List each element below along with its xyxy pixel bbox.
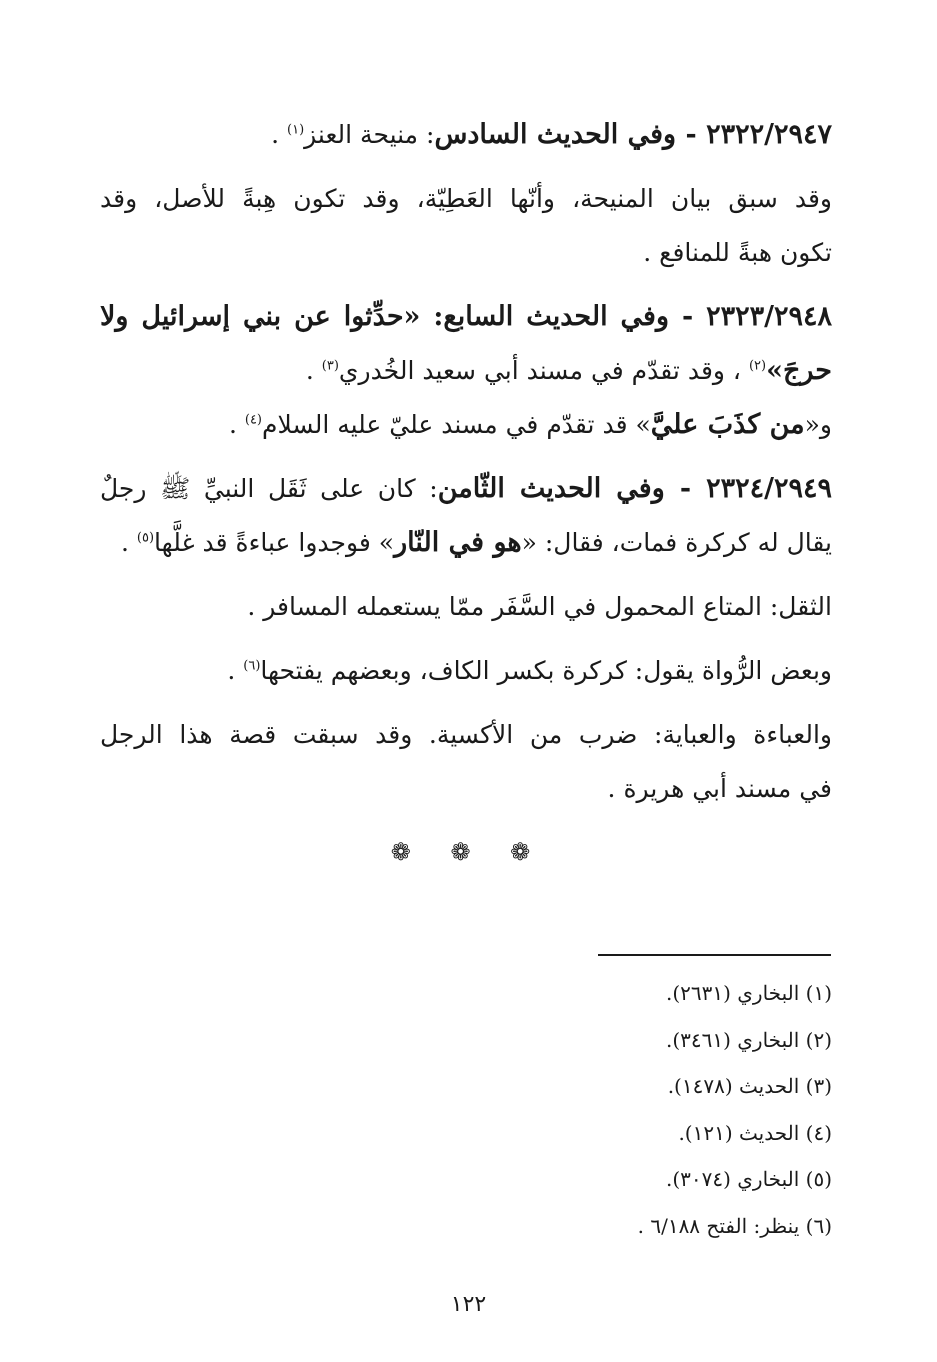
footnote-divider xyxy=(598,954,831,956)
entry-intro: وفي الحديث الثّامن xyxy=(437,473,665,504)
entry-2323-cont xyxy=(100,344,832,398)
explanation-line: الثقل: المتاع المحمول في السَّفَر ممّا يستعمله المسافر . xyxy=(247,592,832,621)
entry-quote-end: حرجَ» xyxy=(766,355,832,386)
entry-2323-line xyxy=(100,290,832,344)
footnote-item: (٣) الحديث (١٤٧٨). xyxy=(667,1074,832,1098)
footnote-item: (٤) الحديث (١٢١). xyxy=(678,1120,832,1145)
entry-text: ، وقد تقدّم في مسند أبي سعيد الخُدري xyxy=(338,356,749,385)
entry-2324-cont xyxy=(100,516,832,570)
footnote-ref: (٢) xyxy=(748,358,767,374)
entry-end: . xyxy=(227,656,244,685)
explanation-line: في مسند أبي هريرة . xyxy=(607,774,832,803)
quote-open: و« xyxy=(804,410,832,439)
entry-text: : منيحة العنز xyxy=(304,120,435,149)
entry-number: ٢٣٢٢/٢٩٤٧ - xyxy=(676,119,832,150)
section-ornament: ❁ ❁ ❁ xyxy=(390,838,547,866)
explanation-line xyxy=(100,644,832,698)
footnote-item: (٦) ينظر: الفتح ٦/١٨٨ . xyxy=(637,1213,832,1238)
footnote-ref: (٣) xyxy=(321,358,339,374)
explanation-text: وبعض الرُّواة يقول: كركرة بكسر الكاف، وبعضهم يفتحها xyxy=(260,656,832,685)
entry-end: . xyxy=(305,356,322,385)
page-number: ١٢٢ xyxy=(450,1292,487,1317)
entry-text: » فوجدوا عباءةً قد غلَّها xyxy=(154,528,395,557)
entry-end: . xyxy=(228,410,245,439)
footnote-ref: (٥) xyxy=(136,530,155,546)
footnote-ref: (٤) xyxy=(244,412,262,428)
explanation-line: وقد سبق بيان المنيحة، وأنّها العَطِيّة، وقد تكون هِبةً للأصل، وقد xyxy=(100,184,832,213)
entry-text: » قد تقدّم في مسند عليّ عليه السلام xyxy=(262,410,651,439)
entry-text: يقال له كركرة فمات، فقال: « xyxy=(521,528,832,557)
explanation-line: تكون هبةً للمنافع . xyxy=(643,238,832,267)
footnote-item: (٢) البخاري (٣٤٦١). xyxy=(665,1027,832,1052)
entry-2322-line xyxy=(100,108,832,162)
entry-end: . xyxy=(271,120,287,149)
footnote-ref: (٦) xyxy=(243,658,261,674)
footnote-item: (١) البخاري (٢٦٣١). xyxy=(665,981,832,1005)
footnote-item: (٥) البخاري (٣٠٧٤). xyxy=(665,1167,832,1191)
entry-number: ٢٣٢٣/٢٩٤٨ - xyxy=(668,301,832,332)
explanation-line: والعباءة والعباية: ضرب من الأكسية. وقد سبقت قصة هذا الرجل xyxy=(100,720,832,749)
main-text xyxy=(100,108,832,816)
entry-number: ٢٣٢٤/٢٩٤٩ - xyxy=(664,473,832,504)
footnotes xyxy=(432,970,832,1249)
entry-2324-line xyxy=(100,462,832,516)
entry-quote: من كذَبَ عليَّ xyxy=(650,409,805,440)
entry-quote: : «حدِّثوا عن بني إسرائيل ولا xyxy=(100,301,444,332)
entry-intro: وفي الحديث السادس xyxy=(434,119,677,150)
entry-text: : كان على ثَقَل النبيِّ ﷺ رجلٌ xyxy=(100,474,438,503)
entry-intro: وفي الحديث السابع xyxy=(443,301,669,332)
entry-2323-second xyxy=(100,398,832,452)
entry-quote: هو في النّار xyxy=(394,527,522,558)
footnote-ref: (١) xyxy=(287,122,305,138)
entry-end: . xyxy=(121,528,137,557)
